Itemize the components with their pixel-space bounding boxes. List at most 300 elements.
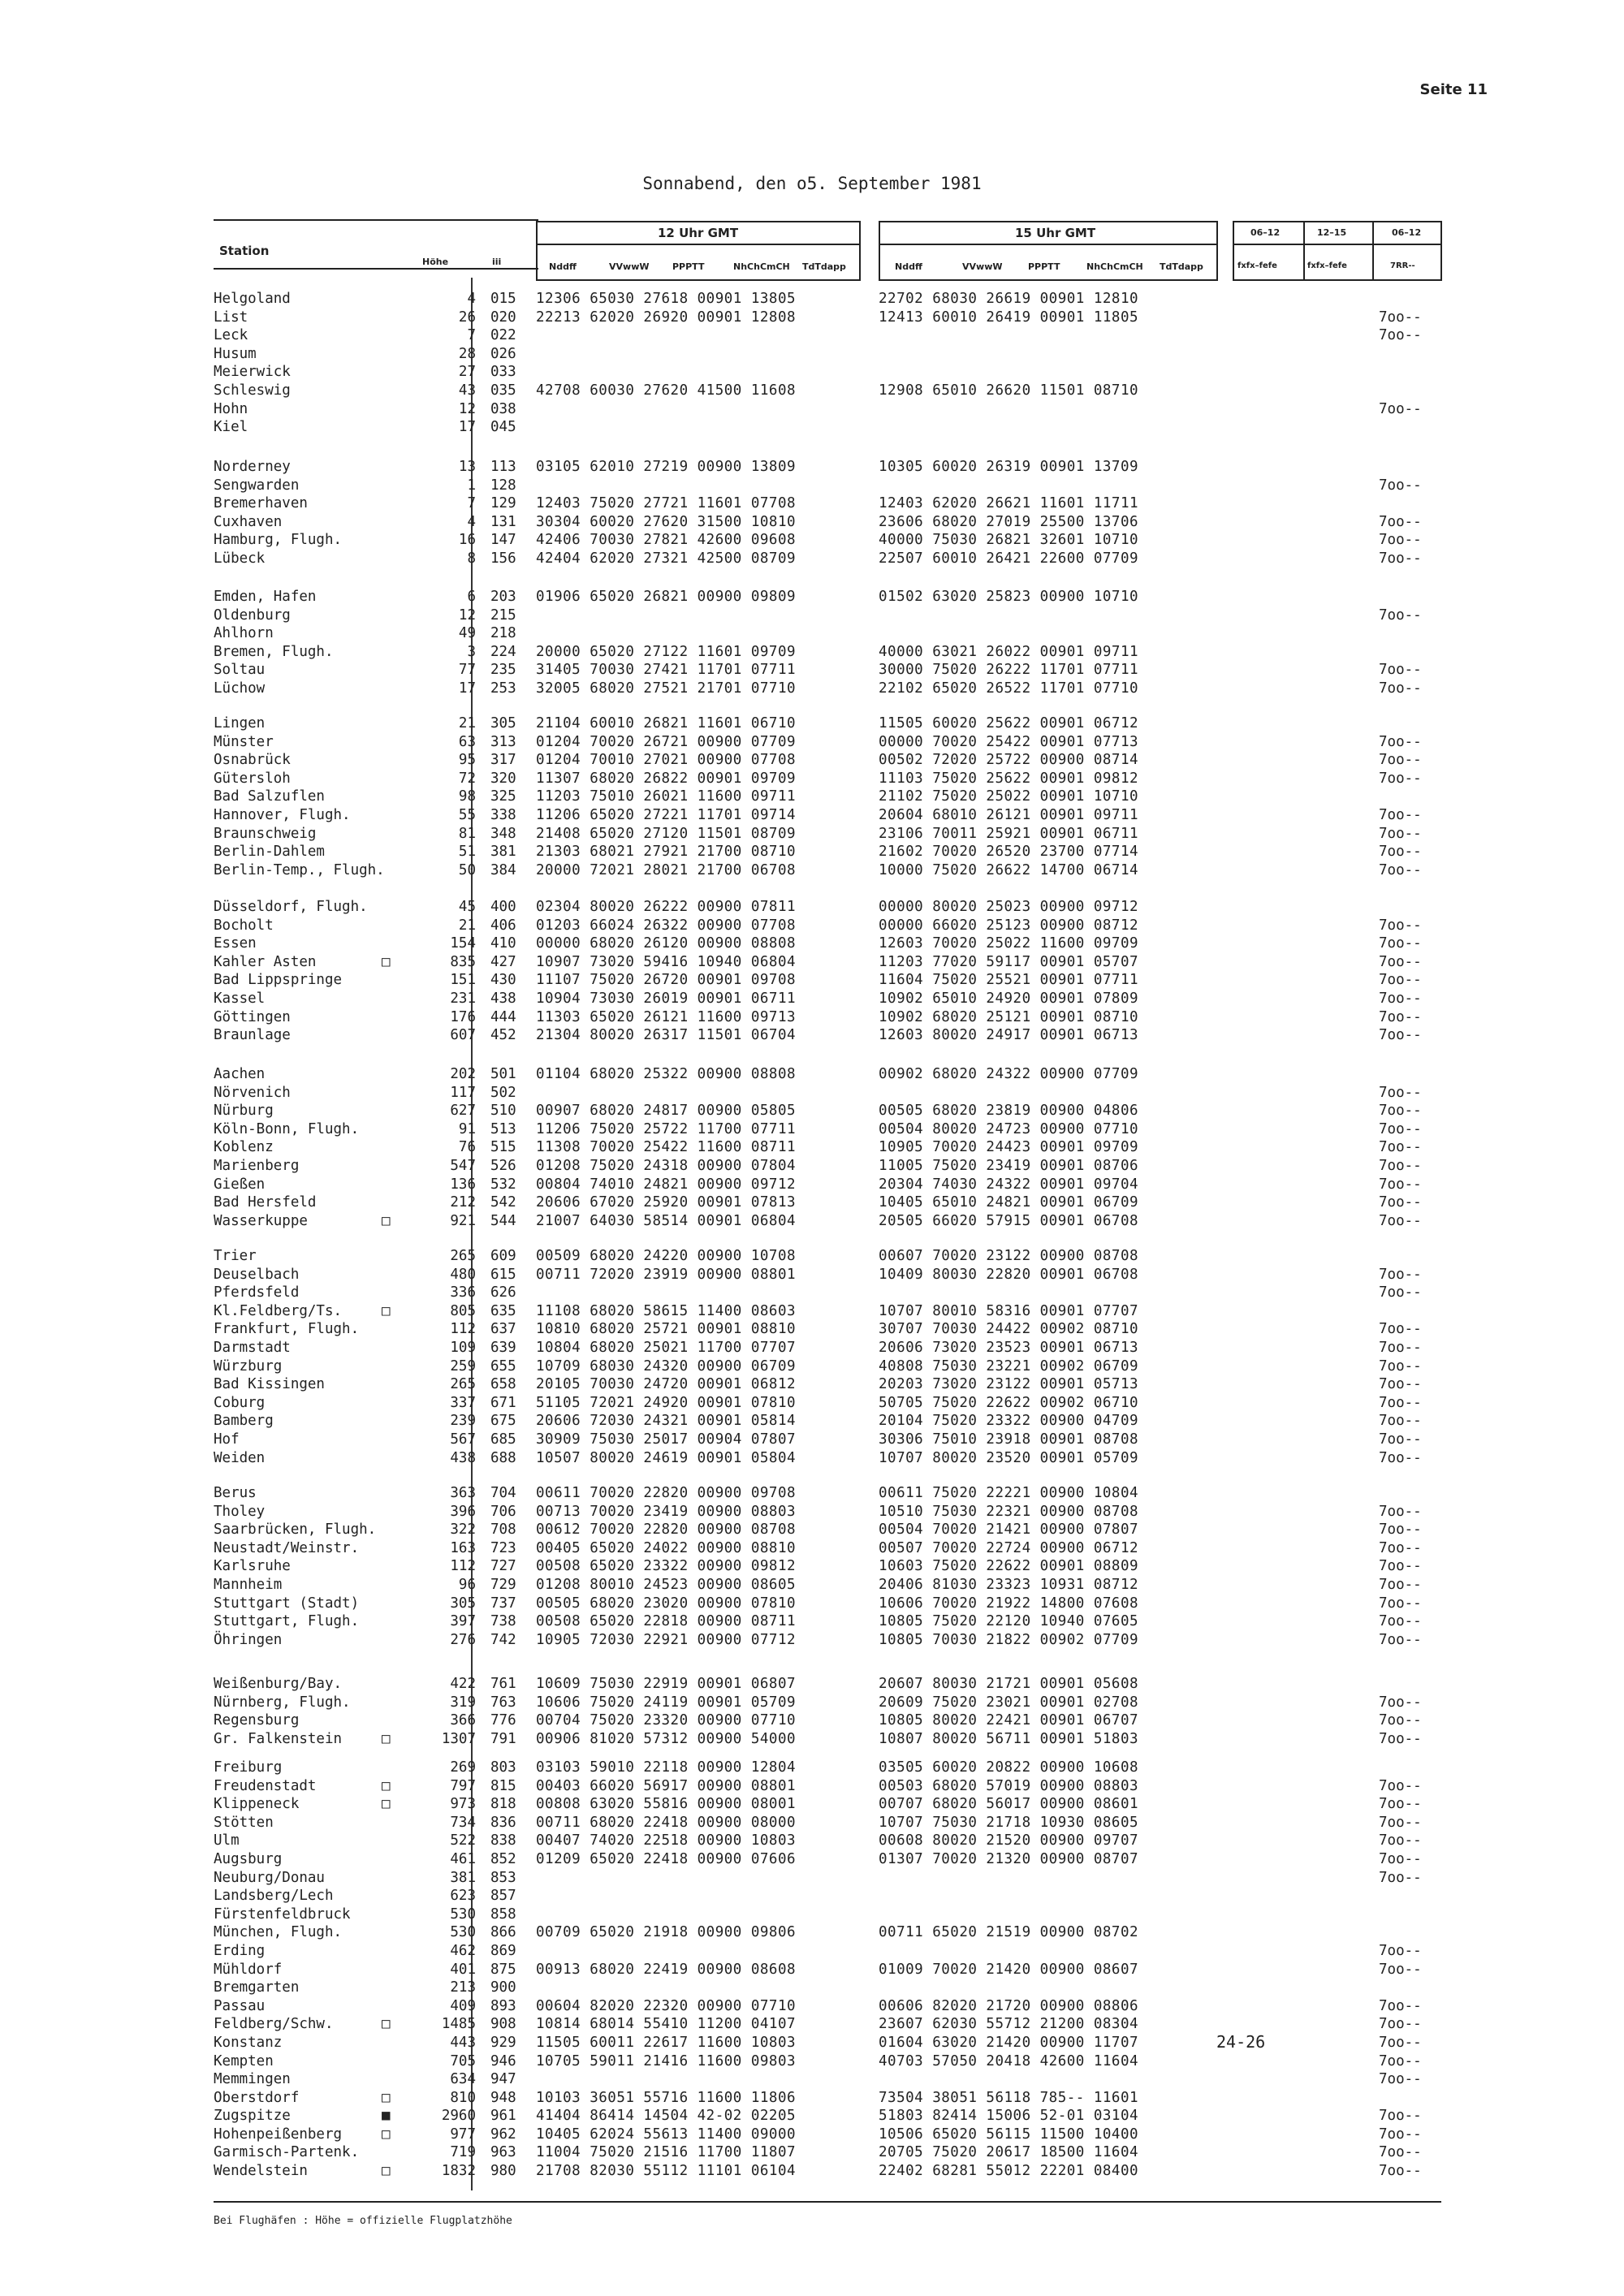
station-id: 729 xyxy=(490,1576,516,1593)
table-row xyxy=(0,400,1624,419)
obs-15utc: 00000 80020 25023 00900 09712 xyxy=(879,899,1139,915)
table-row xyxy=(0,1394,1624,1413)
table-row xyxy=(0,1814,1624,1832)
station-name: Sengwarden xyxy=(214,477,300,494)
station-hoehe: 55 xyxy=(458,806,476,823)
station-hoehe: 480 xyxy=(450,1266,476,1283)
obs-15utc: 11505 60020 25622 00901 06712 xyxy=(879,715,1139,732)
station-name: Fürstenfeldbruck xyxy=(214,1905,351,1923)
table-row xyxy=(0,2126,1624,2144)
obs-12utc: 01208 80010 24523 00900 08605 xyxy=(536,1576,797,1593)
station-id: 836 xyxy=(490,1814,516,1831)
precip-code: 7oo-- xyxy=(1379,1712,1422,1729)
obs-15utc: 11203 77020 59117 00901 05707 xyxy=(879,953,1139,970)
obs-12utc: 01906 65020 26821 00900 09809 xyxy=(536,589,797,605)
obs-15utc: 12603 70020 25022 11600 09709 xyxy=(879,935,1139,952)
table-row xyxy=(0,1905,1624,1924)
obs-12utc: 00709 65020 21918 00900 09806 xyxy=(536,1924,797,1941)
station-hoehe: 921 xyxy=(450,1212,476,1229)
table-row xyxy=(0,606,1624,625)
station-id: 853 xyxy=(490,1869,516,1886)
table-row xyxy=(0,309,1624,327)
obs-15utc: 11103 75020 25622 00901 09812 xyxy=(879,770,1139,787)
obs-12utc: 21007 64030 58514 00901 06804 xyxy=(536,1212,797,1229)
station-hoehe: 337 xyxy=(450,1394,476,1411)
table-row xyxy=(0,1832,1624,1850)
station-hoehe: 63 xyxy=(458,733,476,750)
obs-12utc: 03105 62010 27219 00900 13809 xyxy=(536,459,797,475)
station-id: 526 xyxy=(490,1157,516,1174)
station-group xyxy=(0,898,1624,1045)
obs-15utc: 73504 38051 56118 785-- 11601 xyxy=(879,2089,1139,2106)
precip-code: 7oo-- xyxy=(1379,1869,1422,1886)
station-name: Kempten xyxy=(214,2052,274,2069)
table-row xyxy=(0,1795,1624,1814)
precip-code: 7oo-- xyxy=(1379,2108,1422,2125)
station-name: Frankfurt, Flugh. xyxy=(214,1321,360,1338)
table-row xyxy=(0,1302,1624,1321)
obs-12utc: 00508 65020 22818 00900 08711 xyxy=(536,1613,797,1630)
obs-15utc: 10805 80020 22421 00901 06707 xyxy=(879,1712,1139,1729)
obs-15utc: 22507 60010 26421 22600 07709 xyxy=(879,550,1139,567)
obs-12utc: 42708 60030 27620 41500 11608 xyxy=(536,382,797,399)
precip-code: 7oo-- xyxy=(1379,825,1422,842)
station-id: 045 xyxy=(490,419,516,436)
precip-code: 7oo-- xyxy=(1379,1449,1422,1466)
table-row xyxy=(0,1979,1624,1997)
station-name: Kahler Asten xyxy=(214,953,317,970)
precip-code: 7oo-- xyxy=(1379,2034,1422,2051)
obs-12utc: 01104 68020 25322 00900 08808 xyxy=(536,1066,797,1082)
station-name: Aachen xyxy=(214,1066,266,1082)
obs-12utc: 21304 80020 26317 11501 06704 xyxy=(536,1027,797,1044)
precip-code: 7oo-- xyxy=(1379,1194,1422,1211)
obs-15utc: 10805 75020 22120 10940 07605 xyxy=(879,1613,1139,1630)
table-row xyxy=(0,1730,1624,1749)
obs-12utc: 00611 70020 22820 00900 09708 xyxy=(536,1485,797,1501)
obs-15utc: 40000 75030 26821 32601 10710 xyxy=(879,532,1139,549)
precip-code: 7oo-- xyxy=(1379,309,1422,326)
obs-12utc: 00508 65020 23322 00900 09812 xyxy=(536,1558,797,1575)
station-hoehe: 98 xyxy=(458,788,476,805)
station-hoehe: 401 xyxy=(450,1961,476,1978)
station-name: Stötten xyxy=(214,1814,274,1831)
station-name: Berlin-Temp., Flugh. xyxy=(214,861,385,878)
obs-15utc: 10807 80020 56711 00901 51803 xyxy=(879,1730,1139,1747)
station-hoehe: 77 xyxy=(458,662,476,679)
station-name: Münster xyxy=(214,733,274,750)
station-hoehe: 112 xyxy=(450,1321,476,1338)
obs-15utc: 23607 62030 55712 21200 08304 xyxy=(879,2016,1139,2033)
obs-15utc: 10305 60020 26319 00901 13709 xyxy=(879,459,1139,475)
station-id: 305 xyxy=(490,715,516,732)
station-id: 723 xyxy=(490,1539,516,1556)
station-hoehe: 231 xyxy=(450,990,476,1007)
station-id: 980 xyxy=(490,2163,516,2180)
precip-code: 7oo-- xyxy=(1379,770,1422,787)
station-hoehe: 567 xyxy=(450,1431,476,1448)
obs-12utc: 01204 70010 27021 00900 07708 xyxy=(536,752,797,769)
station-name: Stuttgart, Flugh. xyxy=(214,1613,360,1630)
station-id: 444 xyxy=(490,1008,516,1025)
table-row xyxy=(0,680,1624,698)
station-name: Mannheim xyxy=(214,1576,283,1593)
precip-code: 7oo-- xyxy=(1379,606,1422,624)
precip-code: 7oo-- xyxy=(1379,1339,1422,1356)
obs-15utc: 00000 66020 25123 00900 08712 xyxy=(879,917,1139,934)
station-id: 348 xyxy=(490,825,516,842)
obs-15utc: 10506 65020 56115 11500 10400 xyxy=(879,2126,1139,2143)
block15-title: 15 Uhr GMT xyxy=(1015,226,1096,240)
station-hoehe: 977 xyxy=(450,2126,476,2143)
precip-code: 7oo-- xyxy=(1379,1008,1422,1025)
station-id: 900 xyxy=(490,1979,516,1996)
header-rule xyxy=(214,268,538,270)
station-id: 685 xyxy=(490,1431,516,1448)
station-hoehe: 322 xyxy=(450,1521,476,1539)
station-name: Gütersloh xyxy=(214,770,291,787)
table-row xyxy=(0,1412,1624,1431)
obs-15utc: 00902 68020 24322 00900 07709 xyxy=(879,1066,1139,1082)
station-name: München, Flugh. xyxy=(214,1924,343,1941)
station-hoehe: 51 xyxy=(458,844,476,861)
station-hoehe: 319 xyxy=(450,1694,476,1711)
obs-15utc: 40808 75030 23221 00902 06709 xyxy=(879,1357,1139,1375)
obs-12utc: 12403 75020 27721 11601 07708 xyxy=(536,495,797,512)
station-id: 857 xyxy=(490,1888,516,1905)
station-id: 384 xyxy=(490,861,516,878)
station-id: 908 xyxy=(490,2016,516,2033)
table-row xyxy=(0,898,1624,917)
precip-code: 7oo-- xyxy=(1379,1120,1422,1137)
station-hoehe: 734 xyxy=(450,1814,476,1831)
precip-code: 7oo-- xyxy=(1379,1796,1422,1813)
precip-code: 7oo-- xyxy=(1379,917,1422,934)
station-name: Leck xyxy=(214,327,248,344)
station-hoehe: 176 xyxy=(450,1008,476,1025)
precip-code: 7oo-- xyxy=(1379,1284,1422,1301)
table-row xyxy=(0,458,1624,477)
station-id: 708 xyxy=(490,1521,516,1539)
table-row xyxy=(0,934,1624,953)
station-hoehe: 76 xyxy=(458,1139,476,1156)
table-row xyxy=(0,1176,1624,1194)
precip-code: 7oo-- xyxy=(1379,733,1422,750)
station-id: 776 xyxy=(490,1712,516,1729)
station-name: Göttingen xyxy=(214,1008,291,1025)
station-id: 542 xyxy=(490,1194,516,1211)
station-id: 866 xyxy=(490,1924,516,1941)
obs-15utc: 23606 68020 27019 25500 13706 xyxy=(879,513,1139,530)
feldberg-span: 24-26 xyxy=(1216,2032,1266,2052)
col15-ppptt: PPPTT xyxy=(1028,261,1060,272)
table-row xyxy=(0,1357,1624,1376)
station-hoehe: 49 xyxy=(458,625,476,642)
station-name: Essen xyxy=(214,935,257,952)
station-id: 704 xyxy=(490,1485,516,1501)
obs-12utc: 03103 59010 22118 00900 12804 xyxy=(536,1759,797,1776)
station-hoehe: 627 xyxy=(450,1103,476,1120)
station-name: Ahlhorn xyxy=(214,625,274,642)
station-id: 818 xyxy=(490,1796,516,1813)
precip-code: 7oo-- xyxy=(1379,1558,1422,1575)
station-id: 761 xyxy=(490,1676,516,1692)
station-marker: ■ xyxy=(382,2108,391,2125)
station-id: 655 xyxy=(490,1357,516,1375)
station-name: Trier xyxy=(214,1248,257,1264)
obs-15utc: 01502 63020 25823 00900 10710 xyxy=(879,589,1139,605)
obs-15utc: 30707 70030 24422 00902 08710 xyxy=(879,1321,1139,1338)
table-row xyxy=(0,1850,1624,1869)
table-row xyxy=(0,1484,1624,1503)
table-row xyxy=(0,2015,1624,2034)
precip-code: 7oo-- xyxy=(1379,844,1422,861)
precip-code: 7oo-- xyxy=(1379,2144,1422,2161)
r1-sub: fxfx–fefe xyxy=(1237,261,1277,270)
obs-12utc: 20000 72021 28021 21700 06708 xyxy=(536,861,797,878)
obs-15utc: 12603 80020 24917 00901 06713 xyxy=(879,1027,1139,1044)
col12-nddff: Nddff xyxy=(549,261,577,272)
station-name: Stuttgart (Stadt) xyxy=(214,1595,360,1612)
table-row xyxy=(0,2070,1624,2089)
station-id: 020 xyxy=(490,309,516,326)
table-row xyxy=(0,971,1624,990)
table-row xyxy=(0,550,1624,568)
station-name: Braunschweig xyxy=(214,825,317,842)
obs-15utc: 00711 65020 21519 00900 08702 xyxy=(879,1924,1139,1941)
station-name: Bremerhaven xyxy=(214,495,308,512)
station-hoehe: 213 xyxy=(450,1979,476,1996)
station-group xyxy=(0,588,1624,698)
station-id: 742 xyxy=(490,1631,516,1648)
station-id: 869 xyxy=(490,1942,516,1959)
precip-code: 7oo-- xyxy=(1379,1777,1422,1794)
station-group xyxy=(0,1759,1624,2181)
col15-vvwww: VVwwW xyxy=(962,261,1003,272)
station-hoehe: 835 xyxy=(450,953,476,970)
station-id: 544 xyxy=(490,1212,516,1229)
station-name: Ulm xyxy=(214,1832,240,1849)
station-hoehe: 117 xyxy=(450,1084,476,1101)
obs-12utc: 31405 70030 27421 11701 07711 xyxy=(536,662,797,679)
station-name: Weiden xyxy=(214,1449,266,1466)
col15-nddff: Nddff xyxy=(895,261,922,272)
obs-12utc: 20105 70030 24720 00901 06812 xyxy=(536,1376,797,1393)
station-name: Hof xyxy=(214,1431,240,1448)
station-hoehe: 461 xyxy=(450,1850,476,1867)
table-row xyxy=(0,1084,1624,1103)
station-id: 688 xyxy=(490,1449,516,1466)
table-row xyxy=(0,1284,1624,1302)
station-id: 026 xyxy=(490,345,516,362)
station-hoehe: 109 xyxy=(450,1339,476,1356)
station-id: 015 xyxy=(490,291,516,307)
obs-15utc: 00503 68020 57019 00900 08803 xyxy=(879,1777,1139,1794)
obs-15utc: 00000 70020 25422 00901 07713 xyxy=(879,733,1139,750)
station-id: 513 xyxy=(490,1120,516,1137)
station-id: 803 xyxy=(490,1759,516,1776)
obs-15utc: 30000 75020 26222 11701 07711 xyxy=(879,662,1139,679)
station-id: 929 xyxy=(490,2034,516,2051)
obs-15utc: 10805 70030 21822 00902 07709 xyxy=(879,1631,1139,1648)
obs-12utc: 21303 68021 27921 21700 08710 xyxy=(536,844,797,861)
station-id: 852 xyxy=(490,1850,516,1867)
station-group xyxy=(0,1247,1624,1467)
station-id: 035 xyxy=(490,382,516,399)
precip-code: 7oo-- xyxy=(1379,1814,1422,1831)
station-id: 815 xyxy=(490,1777,516,1794)
station-id: 317 xyxy=(490,752,516,769)
precip-code: 7oo-- xyxy=(1379,1595,1422,1612)
obs-12utc: 02304 80020 26222 00900 07811 xyxy=(536,899,797,915)
precip-code: 7oo-- xyxy=(1379,2052,1422,2069)
station-id: 452 xyxy=(490,1027,516,1044)
station-hoehe: 4 xyxy=(467,513,476,530)
precip-code: 7oo-- xyxy=(1379,513,1422,530)
table-row xyxy=(0,825,1624,844)
r3-sub: 7RR-- xyxy=(1390,261,1415,270)
obs-12utc: 00604 82020 22320 00900 07710 xyxy=(536,1997,797,2014)
obs-12utc: 00713 70020 23419 00900 08803 xyxy=(536,1503,797,1520)
obs-15utc: 10409 80030 22820 00901 06708 xyxy=(879,1266,1139,1283)
station-name: Tholey xyxy=(214,1503,266,1520)
station-name: Hohn xyxy=(214,400,248,417)
station-name: Lüchow xyxy=(214,680,266,697)
table-row xyxy=(0,1247,1624,1266)
obs-15utc: 00502 72020 25722 00900 08714 xyxy=(879,752,1139,769)
r1-header: 06–12 xyxy=(1250,227,1281,238)
obs-12utc: 00711 72020 23919 00900 08801 xyxy=(536,1266,797,1283)
obs-12utc: 12306 65030 27618 00901 13805 xyxy=(536,291,797,307)
precip-code: 7oo-- xyxy=(1379,1730,1422,1747)
precip-code: 7oo-- xyxy=(1379,2126,1422,2143)
table-row xyxy=(0,1212,1624,1231)
table-row xyxy=(0,1869,1624,1888)
station-hoehe: 409 xyxy=(450,1997,476,2014)
obs-12utc: 21408 65020 27120 11501 08709 xyxy=(536,825,797,842)
station-hoehe: 719 xyxy=(450,2144,476,2161)
precip-code: 7oo-- xyxy=(1379,1176,1422,1193)
station-name: Emden, Hafen xyxy=(214,589,317,605)
station-name: Oldenburg xyxy=(214,606,291,624)
table-row xyxy=(0,2107,1624,2126)
obs-12utc: 42404 62020 27321 42500 08709 xyxy=(536,550,797,567)
obs-15utc: 20203 73020 23122 00901 05713 xyxy=(879,1376,1139,1393)
station-name: Feldberg/Schw. xyxy=(214,2016,334,2033)
station-id: 320 xyxy=(490,770,516,787)
table-row xyxy=(0,1961,1624,1979)
station-hoehe: 276 xyxy=(450,1631,476,1648)
station-name: Cuxhaven xyxy=(214,513,283,530)
station-hoehe: 1 xyxy=(467,477,476,494)
obs-15utc: 23106 70011 25921 00901 06711 xyxy=(879,825,1139,842)
table-row xyxy=(0,917,1624,935)
station-group xyxy=(0,1484,1624,1649)
station-name: Bremen, Flugh. xyxy=(214,643,334,660)
station-id: 961 xyxy=(490,2108,516,2125)
station-name: Hannover, Flugh. xyxy=(214,806,351,823)
table-row xyxy=(0,2089,1624,2108)
col15-clouds: NhChCmCH xyxy=(1086,261,1143,272)
station-id: 510 xyxy=(490,1103,516,1120)
obs-12utc: 10804 68020 25021 11700 07707 xyxy=(536,1339,797,1356)
station-hoehe: 81 xyxy=(458,825,476,842)
station-name: Schleswig xyxy=(214,382,291,399)
station-id: 381 xyxy=(490,844,516,861)
station-marker: □ xyxy=(382,2163,391,2180)
precip-code: 7oo-- xyxy=(1379,953,1422,970)
table-row xyxy=(0,770,1624,788)
station-name: Passau xyxy=(214,1997,266,2014)
table-row xyxy=(0,290,1624,309)
obs-15utc: 10902 68020 25121 00901 08710 xyxy=(879,1008,1139,1025)
station-name: Hohenpeißenberg xyxy=(214,2126,343,2143)
station-name: Soltau xyxy=(214,662,266,679)
precip-code: 7oo-- xyxy=(1379,1321,1422,1338)
station-id: 738 xyxy=(490,1613,516,1630)
station-id: 131 xyxy=(490,513,516,530)
station-name: Zugspitze xyxy=(214,2108,291,2125)
obs-12utc: 20606 72030 24321 00901 05814 xyxy=(536,1413,797,1430)
station-name: Gr. Falkenstein xyxy=(214,1730,343,1747)
table-row xyxy=(0,2143,1624,2162)
station-id: 502 xyxy=(490,1084,516,1101)
station-hoehe: 8 xyxy=(467,550,476,567)
obs-12utc: 01209 65020 22418 00900 07606 xyxy=(536,1850,797,1867)
table-row xyxy=(0,1375,1624,1394)
station-id: 022 xyxy=(490,327,516,344)
station-name: Gießen xyxy=(214,1176,266,1193)
station-hoehe: 381 xyxy=(450,1869,476,1886)
station-hoehe: 212 xyxy=(450,1194,476,1211)
station-id: 113 xyxy=(490,459,516,475)
obs-15utc: 12908 65010 26620 11501 08710 xyxy=(879,382,1139,399)
obs-15utc: 00504 80020 24723 00900 07710 xyxy=(879,1120,1139,1137)
obs-12utc: 11308 70020 25422 11600 08711 xyxy=(536,1139,797,1156)
station-name: List xyxy=(214,309,248,326)
station-name: Koblenz xyxy=(214,1139,274,1156)
obs-15utc: 20705 75020 20617 18500 11604 xyxy=(879,2144,1139,2161)
station-id: 962 xyxy=(490,2126,516,2143)
precip-code: 7oo-- xyxy=(1379,1613,1422,1630)
r2-sub: fxfx–fefe xyxy=(1307,261,1347,270)
footnote: Bei Flughäfen : Höhe = offizielle Flugplatzhöhe xyxy=(214,2215,512,2227)
table-row xyxy=(0,418,1624,437)
station-name: Bamberg xyxy=(214,1413,274,1430)
precip-code: 7oo-- xyxy=(1379,1027,1422,1044)
obs-12utc: 10905 72030 22921 00900 07712 xyxy=(536,1631,797,1648)
precip-code: 7oo-- xyxy=(1379,477,1422,494)
obs-15utc: 11604 75020 25521 00901 07711 xyxy=(879,972,1139,989)
obs-12utc: 10810 68020 25721 00901 08810 xyxy=(536,1321,797,1338)
r2-header: 12–15 xyxy=(1317,227,1347,238)
r3-header: 06–12 xyxy=(1392,227,1422,238)
table-row xyxy=(0,1675,1624,1694)
station-name: Kassel xyxy=(214,990,266,1007)
table-row xyxy=(0,661,1624,680)
station-hoehe: 259 xyxy=(450,1357,476,1375)
station-hoehe: 810 xyxy=(450,2089,476,2106)
station-hoehe: 1485 xyxy=(441,2016,476,2033)
header-rule xyxy=(214,219,538,221)
obs-12utc: 11203 75010 26021 11600 09711 xyxy=(536,788,797,805)
hoehe-header: Höhe xyxy=(422,257,449,267)
station-hoehe: 12 xyxy=(458,606,476,624)
precip-code: 7oo-- xyxy=(1379,550,1422,567)
station-id: 400 xyxy=(490,899,516,915)
obs-12utc: 11505 60011 22617 11600 10803 xyxy=(536,2034,797,2051)
obs-12utc: 11004 75020 21516 11700 11807 xyxy=(536,2144,797,2161)
